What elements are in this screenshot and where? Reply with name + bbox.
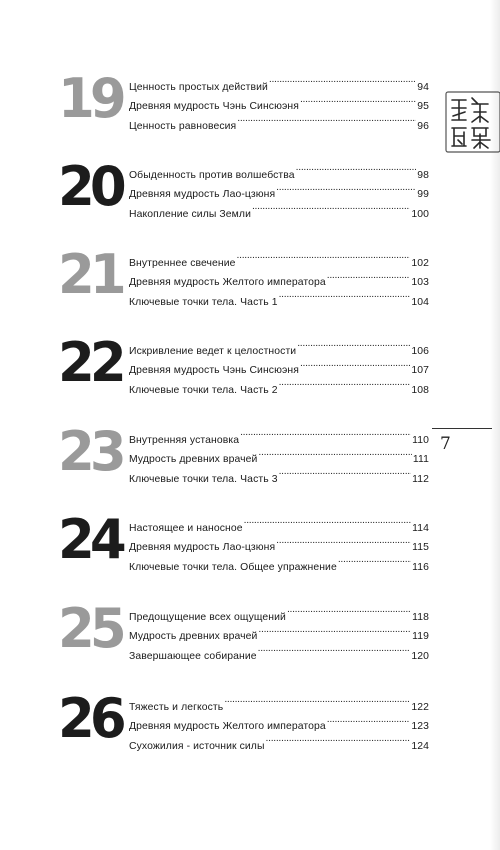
chapter-number: 26: [58, 687, 122, 750]
toc-entry-title: Накопление силы Земли: [129, 208, 251, 220]
toc-entry-page: 96: [417, 120, 429, 132]
toc-entry-title: Древняя мудрость Лао-цзюня: [129, 542, 276, 553]
toc-entry[interactable]: [129, 690, 429, 713]
dot-leader: [276, 178, 416, 198]
toc-entry-page: 99: [417, 189, 429, 200]
toc-entry-title: Сухожилия - источник силы: [129, 740, 265, 752]
toc-entry-page: 103: [411, 277, 429, 288]
chapter-number: 25: [58, 597, 122, 660]
toc-entry-title: Древняя мудрость Лао-цзюня: [129, 189, 276, 200]
dot-leader: [269, 70, 416, 90]
chapter-entries: [129, 600, 429, 662]
chapter-number: 21: [58, 243, 122, 306]
toc-entry-title: Мудрость древних врачей: [129, 631, 258, 642]
toc-entry[interactable]: [129, 246, 429, 269]
dot-leader: [279, 285, 411, 305]
toc-entry-page: 115: [412, 542, 429, 553]
toc-entry-title: Мудрость древних врачей: [129, 454, 258, 465]
dot-leader: [266, 729, 411, 749]
chapter-number: 20: [58, 155, 122, 218]
chapter-entries: [129, 690, 429, 752]
dot-leader: [244, 511, 412, 531]
toc-entry-page: 112: [412, 473, 429, 485]
toc-entry-page: 100: [411, 208, 429, 220]
dot-leader: [240, 423, 411, 443]
toc-entry-title: Древняя мудрость Желтого императора: [129, 277, 326, 288]
toc-entry-page: 116: [412, 561, 429, 573]
dot-leader: [300, 354, 410, 374]
toc-entry[interactable]: [129, 423, 429, 446]
toc-entry-title: Завершающее собирание: [129, 650, 257, 662]
chapter-number: 19: [58, 67, 122, 130]
chapter-entries: [129, 511, 429, 573]
toc-entry-page: 106: [411, 345, 429, 357]
dot-leader: [279, 462, 412, 482]
chapter-block-22: [58, 331, 429, 396]
chapter-block-21: [58, 243, 429, 308]
toc-entry-title: Ценность равновесия: [129, 120, 237, 132]
toc-entry-title: Внутреннее свечение: [129, 257, 236, 269]
toc-entry[interactable]: [129, 334, 429, 357]
toc-entry-title: Древняя мудрость Желтого императора: [129, 721, 326, 732]
page-number-box: [420, 428, 500, 468]
toc-entry[interactable]: [129, 158, 429, 181]
chapter-entries: [129, 246, 429, 308]
toc-entry-title: Искривление ведет к целостности: [129, 345, 297, 357]
chapter-block-26: [58, 687, 429, 752]
toc-entry-page: 110: [412, 434, 429, 446]
dot-leader: [300, 90, 416, 110]
toc-entry-page: 124: [411, 740, 429, 752]
dot-leader: [258, 443, 411, 463]
chapter-block-23: [58, 420, 429, 485]
chapter-number: 23: [58, 420, 122, 483]
dot-leader: [287, 600, 411, 620]
toc-entry-page: 104: [411, 296, 429, 308]
toc-entry-title: Ключевые точки тела. Часть 1: [129, 296, 278, 308]
toc-entry-page: 111: [412, 454, 429, 465]
dot-leader: [327, 266, 411, 286]
toc-entry-title: Внутренняя установка: [129, 434, 240, 446]
toc-entry-page: 107: [411, 365, 429, 376]
dot-leader: [237, 109, 416, 129]
dot-leader: [258, 620, 411, 640]
toc-entry-title: Тяжесть и легкость: [129, 701, 224, 713]
chapter-block-19: [58, 67, 429, 132]
dot-leader: [258, 639, 411, 659]
chapter-entries: [129, 334, 429, 396]
toc-entry-title: Обыденность против волшебства: [129, 169, 295, 181]
toc-entry[interactable]: [129, 70, 429, 93]
dot-leader: [296, 158, 417, 178]
toc-entry-page: 123: [411, 721, 429, 732]
chapter-entries: [129, 423, 429, 485]
toc-entry-title: Настоящее и наносное: [129, 522, 243, 534]
dot-leader: [224, 690, 410, 710]
chapter-block-20: [58, 155, 429, 220]
dot-leader: [279, 373, 411, 393]
toc-entry-title: Ценность простых действий: [129, 81, 268, 93]
chapter-block-24: [58, 508, 429, 573]
page-number-rule: [432, 428, 492, 429]
toc-entry-page: 94: [417, 81, 429, 93]
dot-leader: [237, 246, 411, 266]
toc-entry-page: 114: [412, 522, 429, 534]
chapter-entries: [129, 70, 429, 132]
toc-entry[interactable]: [129, 511, 429, 534]
toc-entry-title: Ключевые точки тела. Часть 3: [129, 473, 278, 485]
chapter-number: 22: [58, 331, 122, 394]
toc-entry-title: Ключевые точки тела. Часть 2: [129, 384, 278, 396]
toc-entry-page: 122: [411, 701, 429, 713]
dot-leader: [252, 197, 410, 217]
page-number: 7: [440, 434, 451, 454]
dot-leader: [276, 531, 411, 551]
toc-entry-page: 120: [411, 650, 429, 662]
toc-entry-title: Древняя мудрость Чэнь Синсюэня: [129, 101, 299, 112]
chapter-entries: [129, 158, 429, 220]
toc-entry-title: Предощущение всех ощущений: [129, 611, 286, 623]
toc-entry-title: Древняя мудрость Чэнь Синсюэня: [129, 365, 299, 376]
chapter-block-25: [58, 597, 429, 662]
dot-leader: [297, 334, 410, 354]
toc-entry-title: Ключевые точки тела. Общее упражнение: [129, 561, 337, 573]
toc-entry-page: 118: [412, 611, 429, 623]
toc-entry[interactable]: [129, 600, 429, 623]
dot-leader: [338, 550, 411, 570]
chinese-seal-stamp-icon: [444, 90, 500, 154]
toc-entry-page: 98: [417, 169, 429, 181]
toc-entry-page: 108: [411, 384, 429, 396]
toc-entry-page: 102: [411, 257, 429, 269]
toc-entry-page: 95: [417, 101, 429, 112]
chapter-number: 24: [58, 508, 122, 571]
toc-entry-page: 119: [412, 631, 429, 642]
dot-leader: [327, 710, 411, 730]
